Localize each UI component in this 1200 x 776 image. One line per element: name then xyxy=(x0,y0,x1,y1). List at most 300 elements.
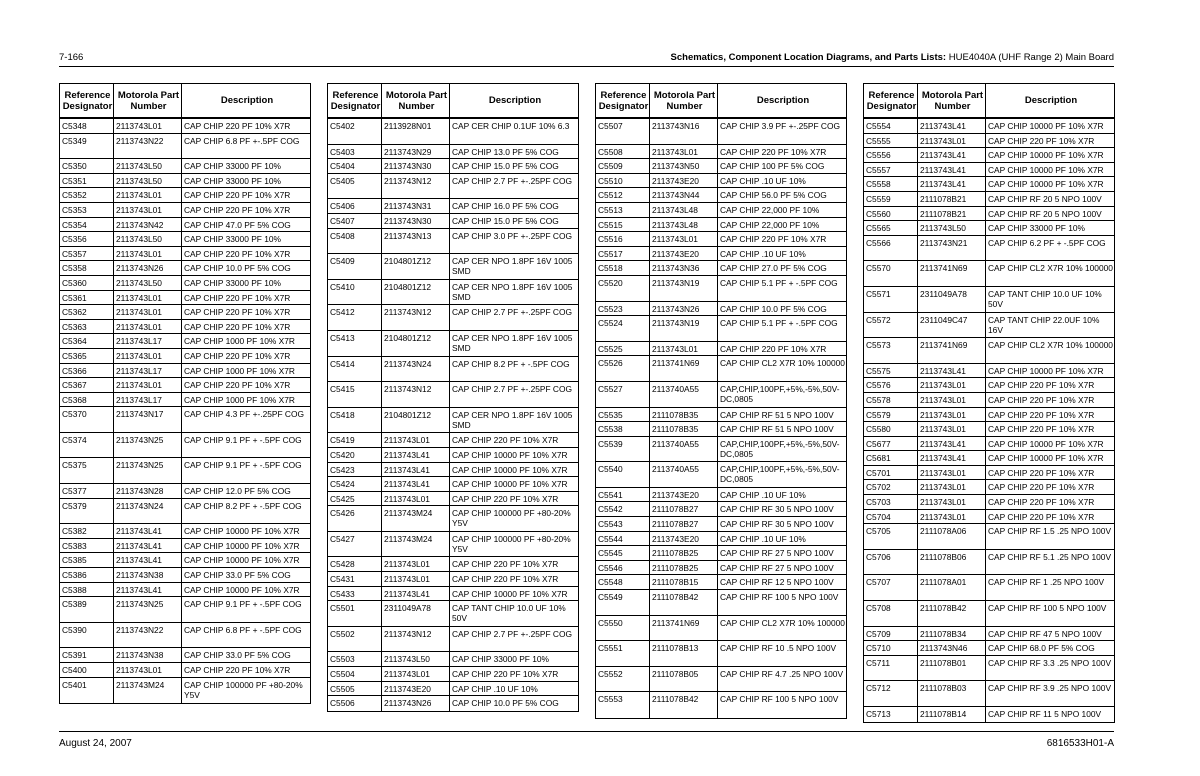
description-cell: CAP CHIP 1000 PF 10% X7R xyxy=(184,336,295,347)
description-cell: CAP CHIP 220 PF 10% X7R xyxy=(184,665,291,675)
part-number-header: Motorola Part Number xyxy=(114,84,182,117)
part-number-cell: 2113743N44 xyxy=(650,188,718,202)
ref-designator-cell: C5426 xyxy=(328,506,382,531)
part-number-cell: 2113743L41 xyxy=(918,119,986,133)
part-number-cell: 2113743L41 xyxy=(382,448,450,462)
part-number-cell: 2113743L41 xyxy=(918,148,986,162)
table-row xyxy=(60,320,310,335)
table-row xyxy=(60,484,310,499)
table-row xyxy=(328,305,578,331)
table-row xyxy=(596,546,846,561)
part-number-cell: 2113743N19 xyxy=(650,276,718,301)
description-cell: CAP CHIP 10000 PF 10% X7R xyxy=(452,449,568,460)
part-number-cell: 2113743L01 xyxy=(382,433,450,447)
part-number-cell: 2113743L17 xyxy=(114,364,182,378)
table-row xyxy=(864,207,1114,222)
table-row xyxy=(596,667,846,693)
table-row xyxy=(328,254,578,280)
description-cell: CAP CHIP 2.7 PF +-.25PF COG xyxy=(452,628,573,639)
part-number-cell: 2113743L01 xyxy=(114,291,182,305)
header-title-bold: Schematics, Component Location Diagrams, and Parts Lists: xyxy=(670,52,947,63)
part-number-cell: 2113743L01 xyxy=(114,203,182,217)
description-header: Description xyxy=(220,95,274,106)
ref-designator-cell: C5551 xyxy=(596,641,650,666)
ref-designator-cell: C5401 xyxy=(60,678,114,704)
table-row xyxy=(864,163,1114,178)
description-cell: CAP CHIP 220 PF 10% X7R xyxy=(452,669,559,680)
description-cell: CAP CHIP 2.7 PF +-.25PF COG xyxy=(452,175,573,186)
ref-designator-cell: C5501 xyxy=(328,601,382,626)
ref-designator-cell: C5365 xyxy=(60,349,114,363)
part-number-cell: 2113743M24 xyxy=(382,532,450,557)
table-row xyxy=(864,495,1114,510)
ref-designator-cell: C5402 xyxy=(328,119,382,144)
ref-designator-cell: C5573 xyxy=(864,338,918,363)
part-number-cell: 2113743L41 xyxy=(918,364,986,378)
table-row xyxy=(596,342,846,357)
description-cell: CAP CHIP 4.3 PF +-.25PF COG xyxy=(184,409,305,420)
part-number-cell: 2113743E20 xyxy=(650,174,718,188)
description-cell: CAP CER NPO 1.8PF 16V 1005 SMD xyxy=(452,409,575,430)
table-row xyxy=(328,463,578,478)
description-cell: CAP CHIP 3.9 PF +-.25PF COG xyxy=(720,121,841,131)
description-cell: CAP CHIP RF 100 5 NPO 100V xyxy=(720,694,839,705)
part-number-cell: 2113741N69 xyxy=(650,616,718,641)
table-row xyxy=(864,236,1114,262)
ref-designator-cell: C5386 xyxy=(60,568,114,582)
table-row xyxy=(60,433,310,459)
ref-designator-cell: C5503 xyxy=(328,652,382,666)
table-row xyxy=(328,696,578,711)
ref-designator-cell: C5708 xyxy=(864,601,918,626)
page-number: 7-166 xyxy=(59,52,84,63)
part-number-cell: 2113743L41 xyxy=(382,477,450,491)
part-number-cell: 2113743L01 xyxy=(650,232,718,246)
ref-designator-cell: C5705 xyxy=(864,524,918,549)
header-rule xyxy=(59,66,1114,67)
part-number-cell: 2113743N31 xyxy=(382,199,450,213)
description-cell: CAP CHIP 9.1 PF + -.5PF COG xyxy=(184,599,302,610)
table-row xyxy=(60,119,310,134)
ref-designator-cell: C5410 xyxy=(328,280,382,305)
description-cell: CAP CHIP 220 PF 10% X7R xyxy=(184,190,291,201)
ref-designator-cell: C5557 xyxy=(864,163,918,177)
description-cell: CAP CHIP 220 PF 10% X7R xyxy=(452,574,559,585)
part-number-cell: 2113743L01 xyxy=(382,492,450,506)
ref-designator-cell: C5709 xyxy=(864,627,918,641)
part-number-cell: 2113743L41 xyxy=(918,437,986,451)
ref-designator-cell: C5390 xyxy=(60,623,114,648)
description-cell: CAP CHIP 16.0 PF 5% COG xyxy=(452,201,559,212)
description-cell: CAP CHIP .10 UF 10% xyxy=(452,683,538,694)
description-cell: CAP CHIP RF 20 5 NPO 100V xyxy=(988,193,1102,204)
table-row xyxy=(864,627,1114,642)
table-row xyxy=(596,119,846,145)
ref-designator-cell: C5382 xyxy=(60,524,114,538)
description-cell: CAP CHIP 220 PF 10% X7R xyxy=(184,321,291,332)
description-cell: CAP CHIP 100000 PF +80-20% Y5V xyxy=(184,679,305,700)
table-row xyxy=(864,393,1114,408)
part-number-cell: 2113743M24 xyxy=(114,678,182,704)
ref-designator-cell: C5520 xyxy=(596,276,650,301)
table-row xyxy=(60,261,310,276)
ref-designator-cell: C5433 xyxy=(328,587,382,601)
description-header: Description xyxy=(756,95,810,106)
ref-designator-cell: C5525 xyxy=(596,342,650,356)
description-cell: CAP CHIP 220 PF 10% X7R xyxy=(184,204,291,215)
description-cell: CAP CHIP 220 PF 10% X7R xyxy=(988,394,1095,405)
table-row xyxy=(596,174,846,189)
part-number-cell: 2113743L01 xyxy=(918,134,986,148)
description-cell: CAP CHIP 220 PF 10% X7R xyxy=(988,380,1095,391)
description-cell: CAP CHIP 220 PF 10% X7R xyxy=(452,435,559,446)
table-row xyxy=(328,145,578,160)
description-cell: CAP CHIP 220 PF 10% X7R xyxy=(184,292,291,303)
part-number-cell: 2113743N17 xyxy=(114,407,182,432)
part-number-cell: 2113743N29 xyxy=(382,145,450,159)
ref-designator-cell: C5407 xyxy=(328,214,382,228)
part-number-cell: 2113743N16 xyxy=(650,119,718,144)
description-cell: CAP TANT CHIP 22.0UF 10% 16V xyxy=(988,314,1102,335)
part-number-cell: 2113741N69 xyxy=(918,338,986,363)
description-cell: CAP CHIP 10000 PF 10% X7R xyxy=(988,164,1104,175)
ref-designator-cell: C5565 xyxy=(864,221,918,235)
description-cell: CAP CHIP 100 PF 5% COG xyxy=(720,161,825,172)
ref-designator-cell: C5508 xyxy=(596,145,650,159)
part-number-cell: 2113743L50 xyxy=(382,652,450,666)
ref-designator-cell: C5506 xyxy=(328,696,382,711)
ref-designator-cell: C5539 xyxy=(596,437,650,462)
table-row xyxy=(596,502,846,517)
description-cell: CAP CHIP 33000 PF 10% xyxy=(184,234,281,245)
table-row xyxy=(60,174,310,189)
table-row xyxy=(596,408,846,423)
table-row xyxy=(60,458,310,484)
part-number-cell: 2113743E20 xyxy=(382,682,450,696)
part-number-cell: 2113741N69 xyxy=(918,261,986,286)
description-cell: CAP CHIP 10000 PF 10% X7R xyxy=(988,365,1104,376)
table-row xyxy=(60,364,310,379)
part-number-cell: 2113743L41 xyxy=(114,553,182,567)
ref-designator-cell: C5354 xyxy=(60,218,114,232)
ref-designator-cell: C5549 xyxy=(596,590,650,615)
part-number-cell: 2113743E20 xyxy=(650,532,718,546)
description-cell: CAP CHIP 2.7 PF +-.25PF COG xyxy=(452,384,573,395)
ref-designator-cell: C5415 xyxy=(328,382,382,407)
description-cell: CAP CHIP 220 PF 10% X7R xyxy=(184,121,291,131)
description-cell: CAP CHIP 10000 PF 10% X7R xyxy=(184,526,300,537)
description-cell: CAP CHIP RF 27 5 NPO 100V xyxy=(720,548,834,559)
description-cell: CAP CHIP RF 51 5 NPO 100V xyxy=(720,424,834,435)
part-number-cell: 2113741N69 xyxy=(650,356,718,381)
ref-designator-cell: C5502 xyxy=(328,627,382,652)
description-cell: CAP CHIP .10 UF 10% xyxy=(720,248,806,259)
table-row xyxy=(864,177,1114,192)
table-row xyxy=(864,408,1114,423)
description-cell: CAP CHIP CL2 X7R 10% 100000 xyxy=(720,617,845,628)
part-number-cell: 2113743N26 xyxy=(382,696,450,711)
ref-designator-cell: C5512 xyxy=(596,188,650,202)
description-cell: CAP CHIP 6.8 PF +-.5PF COG xyxy=(184,135,300,146)
table-row xyxy=(60,291,310,306)
part-number-cell: 2113743L50 xyxy=(918,221,986,235)
table-row xyxy=(864,313,1114,339)
ref-designator-cell: C5518 xyxy=(596,261,650,275)
part-number-cell: 2113743L01 xyxy=(650,145,718,159)
table-row xyxy=(596,276,846,302)
ref-designator-cell: C5358 xyxy=(60,261,114,275)
ref-designator-cell: C5431 xyxy=(328,572,382,586)
description-cell: CAP TANT CHIP 10.0 UF 10% 50V xyxy=(452,603,569,624)
description-cell: CAP CHIP 33000 PF 10% xyxy=(452,654,549,665)
part-number-cell: 2113743N22 xyxy=(114,134,182,159)
ref-designator-cell: C5368 xyxy=(60,393,114,407)
table-row xyxy=(596,462,846,488)
table-row xyxy=(60,678,310,704)
table-row xyxy=(60,499,310,525)
description-cell: CAP CHIP 10000 PF 10% X7R xyxy=(452,464,568,475)
description-cell: CAP CHIP 5.1 PF + -.5PF COG xyxy=(720,277,838,288)
ref-designator-cell: C5400 xyxy=(60,663,114,677)
ref-designator-cell: C5540 xyxy=(596,462,650,487)
ref-designator-cell: C5572 xyxy=(864,313,918,338)
ref-designator-cell: C5543 xyxy=(596,517,650,531)
part-number-cell: 2113743L17 xyxy=(114,393,182,407)
table-row xyxy=(328,557,578,572)
table-row xyxy=(864,287,1114,313)
part-number-cell: 2111078B25 xyxy=(650,546,718,560)
table-row xyxy=(60,203,310,218)
description-cell: CAP CHIP RF 30 5 NPO 100V xyxy=(720,504,834,515)
table-header xyxy=(864,84,1114,119)
part-number-cell: 2113743N30 xyxy=(382,214,450,228)
table-row xyxy=(864,422,1114,437)
table-row xyxy=(596,532,846,547)
table-row xyxy=(60,524,310,539)
description-cell: CAP CHIP 10.0 PF 5% COG xyxy=(452,698,559,709)
description-cell: CAP CHIP 10000 PF 10% X7R xyxy=(452,479,568,490)
part-number-cell: 2111078B05 xyxy=(650,667,718,692)
ref-designator-cell: C5524 xyxy=(596,316,650,341)
description-cell: CAP CHIP 9.1 PF + -.5PF COG xyxy=(184,434,302,445)
table-row xyxy=(60,134,310,160)
table-row xyxy=(328,408,578,434)
part-number-header: Motorola Part Number xyxy=(650,84,718,117)
description-cell: CAP CHIP 220 PF 10% X7R xyxy=(720,343,827,354)
table-row xyxy=(60,597,310,623)
description-cell: CAP CHIP 100000 PF +80-20% Y5V xyxy=(452,533,573,554)
ref-designator-cell: C5713 xyxy=(864,707,918,722)
table-row xyxy=(328,331,578,357)
table-row xyxy=(596,561,846,576)
ref-designator-cell: C5356 xyxy=(60,232,114,246)
part-number-cell: 2113743L01 xyxy=(650,342,718,356)
table-row xyxy=(596,261,846,276)
part-number-cell: 2113743E20 xyxy=(650,247,718,261)
table-row xyxy=(864,192,1114,207)
description-cell: CAP CHIP 33000 PF 10% xyxy=(184,277,281,288)
ref-designator-cell: C5510 xyxy=(596,174,650,188)
part-number-cell: 2111078B03 xyxy=(918,681,986,706)
ref-designator-cell: C5578 xyxy=(864,393,918,407)
description-cell: CAP CHIP 10000 PF 10% X7R xyxy=(184,584,300,595)
ref-designator-cell: C5707 xyxy=(864,575,918,600)
table-row xyxy=(596,382,846,408)
ref-designator-cell: C5377 xyxy=(60,484,114,498)
ref-designator-cell: C5711 xyxy=(864,656,918,681)
ref-designator-cell: C5516 xyxy=(596,232,650,246)
ref-designator-cell: C5706 xyxy=(864,550,918,575)
ref-designator-cell: C5546 xyxy=(596,561,650,575)
ref-designator-cell: C5423 xyxy=(328,463,382,477)
table-row xyxy=(60,159,310,174)
description-cell: CAP CHIP 33.0 PF 5% COG xyxy=(184,650,291,661)
ref-designator-cell: C5545 xyxy=(596,546,650,560)
ref-designator-cell: C5535 xyxy=(596,408,650,422)
description-cell: CAP CHIP CL2 X7R 10% 100000 xyxy=(988,340,1113,351)
part-number-cell: 2113743N12 xyxy=(382,174,450,199)
part-number-cell: 2111078B15 xyxy=(650,575,718,589)
table-row xyxy=(596,232,846,247)
description-cell: CAP CHIP 220 PF 10% X7R xyxy=(988,497,1095,508)
table-row xyxy=(328,199,578,214)
part-number-cell: 2113743L50 xyxy=(114,276,182,290)
description-cell: CAP CHIP 220 PF 10% X7R xyxy=(184,307,291,318)
part-number-cell: 2311049A78 xyxy=(918,287,986,312)
description-cell: CAP CHIP 10000 PF 10% X7R xyxy=(988,438,1104,449)
part-number-cell: 2113743N25 xyxy=(114,433,182,458)
ref-designator-cell: C5419 xyxy=(328,433,382,447)
part-number-cell: 2113743L01 xyxy=(114,349,182,363)
part-number-cell: 2113743N12 xyxy=(382,627,450,652)
part-number-cell: 2113743N28 xyxy=(114,484,182,498)
ref-designator-cell: C5403 xyxy=(328,145,382,159)
description-cell: CAP CHIP 22,000 PF 10% xyxy=(720,219,820,230)
ref-designator-cell: C5579 xyxy=(864,408,918,422)
ref-designator-cell: C5428 xyxy=(328,557,382,571)
part-number-cell: 2113743N22 xyxy=(114,623,182,648)
table-row xyxy=(864,378,1114,393)
description-cell: CAP CER CHIP 0.1UF 10% 6.3 xyxy=(452,121,570,131)
part-number-cell: 2113743N25 xyxy=(114,597,182,622)
ref-designator-cell: C5362 xyxy=(60,305,114,319)
ref-designator-cell: C5406 xyxy=(328,199,382,213)
part-number-cell: 2104801Z12 xyxy=(382,254,450,279)
description-cell: CAP CHIP 3.0 PF +-.25PF COG xyxy=(452,230,573,241)
table-row xyxy=(60,539,310,554)
ref-designator-cell: C5552 xyxy=(596,667,650,692)
part-number-cell: 2113743L01 xyxy=(382,572,450,586)
description-cell: CAP CHIP 220 PF 10% X7R xyxy=(988,409,1095,420)
description-cell: CAP CHIP RF 5.1 .25 NPO 100V xyxy=(988,551,1112,562)
ref-designator-cell: C5710 xyxy=(864,641,918,655)
part-number-cell: 2113743N21 xyxy=(918,236,986,261)
description-cell: CAP CHIP RF 27 5 NPO 100V xyxy=(720,562,834,573)
part-number-cell: 2113743L01 xyxy=(114,320,182,334)
table-row xyxy=(864,601,1114,627)
description-cell: CAP CHIP 8.2 PF + -.5PF COG xyxy=(452,358,570,369)
description-cell: CAP CHIP RF 47 5 NPO 100V xyxy=(988,628,1102,639)
description-cell: CAP CHIP 220 PF 10% X7R xyxy=(184,248,291,259)
ref-designator-cell: C5425 xyxy=(328,492,382,506)
part-number-cell: 2311049C47 xyxy=(918,313,986,338)
part-number-cell: 2111078B35 xyxy=(650,422,718,436)
table-row xyxy=(60,378,310,393)
part-number-cell: 2113743L41 xyxy=(114,583,182,597)
part-number-header: Motorola Part Number xyxy=(918,84,986,117)
ref-designator-cell: C5361 xyxy=(60,291,114,305)
part-number-cell: 2113743L01 xyxy=(114,119,182,133)
ref-designator-cell: C5388 xyxy=(60,583,114,597)
part-number-cell: 2113743L41 xyxy=(114,539,182,553)
part-number-cell: 2113743L41 xyxy=(382,587,450,601)
table-row xyxy=(864,524,1114,550)
description-cell: CAP CHIP RF 100 5 NPO 100V xyxy=(988,603,1107,614)
table-row xyxy=(596,517,846,532)
description-cell: CAP,CHIP,100PF,+5%,-5%,50V-DC,0805 xyxy=(720,383,840,404)
part-number-cell: 2113743L01 xyxy=(382,557,450,571)
ref-designator-cell: C5580 xyxy=(864,422,918,436)
description-cell: CAP CHIP 10000 PF 10% X7R xyxy=(988,150,1104,161)
table-row xyxy=(60,623,310,649)
table-row xyxy=(864,707,1114,722)
ref-designator-cell: C5677 xyxy=(864,437,918,451)
table-row xyxy=(60,663,310,678)
description-cell: CAP,CHIP,100PF,+5%,-5%,50V-DC,0805 xyxy=(720,464,840,485)
table-row xyxy=(60,568,310,583)
ref-designator-cell: C5424 xyxy=(328,477,382,491)
table-row xyxy=(328,159,578,174)
ref-designator-cell: C5523 xyxy=(596,302,650,316)
part-number-cell: 2111078B27 xyxy=(650,502,718,516)
parts-table-3 xyxy=(595,83,847,719)
part-number-cell: 2113743N19 xyxy=(650,316,718,341)
part-number-cell: 2113743L01 xyxy=(918,408,986,422)
description-cell: CAP CHIP 33000 PF 10% xyxy=(184,161,281,172)
ref-designator-cell: C5404 xyxy=(328,159,382,173)
table-row xyxy=(864,466,1114,481)
part-number-cell: 2113743L48 xyxy=(650,203,718,217)
part-number-cell: 2113740A55 xyxy=(650,462,718,487)
part-number-cell: 2113743L01 xyxy=(918,510,986,524)
description-cell: CAP CHIP 10.0 PF 5% COG xyxy=(184,263,291,274)
ref-designator-cell: C5375 xyxy=(60,458,114,483)
ref-designator-cell: C5712 xyxy=(864,681,918,706)
ref-designator-cell: C5526 xyxy=(596,356,650,381)
description-cell: CAP CHIP 56.0 PF 5% COG xyxy=(720,190,827,201)
part-number-cell: 2113743L50 xyxy=(114,232,182,246)
description-cell: CAP CHIP 68.0 PF 5% COG xyxy=(988,643,1095,654)
ref-designator-cell: C5560 xyxy=(864,207,918,221)
table-row xyxy=(60,188,310,203)
part-number-cell: 2113743N12 xyxy=(382,382,450,407)
ref-designator-cell: C5374 xyxy=(60,433,114,458)
ref-designator-cell: C5559 xyxy=(864,192,918,206)
ref-designator-cell: C5413 xyxy=(328,331,382,356)
part-number-cell: 2113743L01 xyxy=(918,466,986,480)
table-row xyxy=(596,575,846,590)
description-cell: CAP CHIP RF 51 5 NPO 100V xyxy=(720,409,834,420)
description-cell: CAP CHIP 220 PF 10% X7R xyxy=(720,146,827,157)
ref-designator-cell: C5357 xyxy=(60,247,114,261)
part-number-cell: 2113743L50 xyxy=(114,174,182,188)
part-number-cell: 2113743N38 xyxy=(114,568,182,582)
description-cell: CAP CHIP 100000 PF +80-20% Y5V xyxy=(452,508,573,529)
table-row xyxy=(60,393,310,408)
description-cell: CAP CER NPO 1.8PF 16V 1005 SMD xyxy=(452,256,575,277)
part-number-cell: 2111078B42 xyxy=(650,692,718,718)
description-cell: CAP CHIP 22,000 PF 10% xyxy=(720,204,820,215)
